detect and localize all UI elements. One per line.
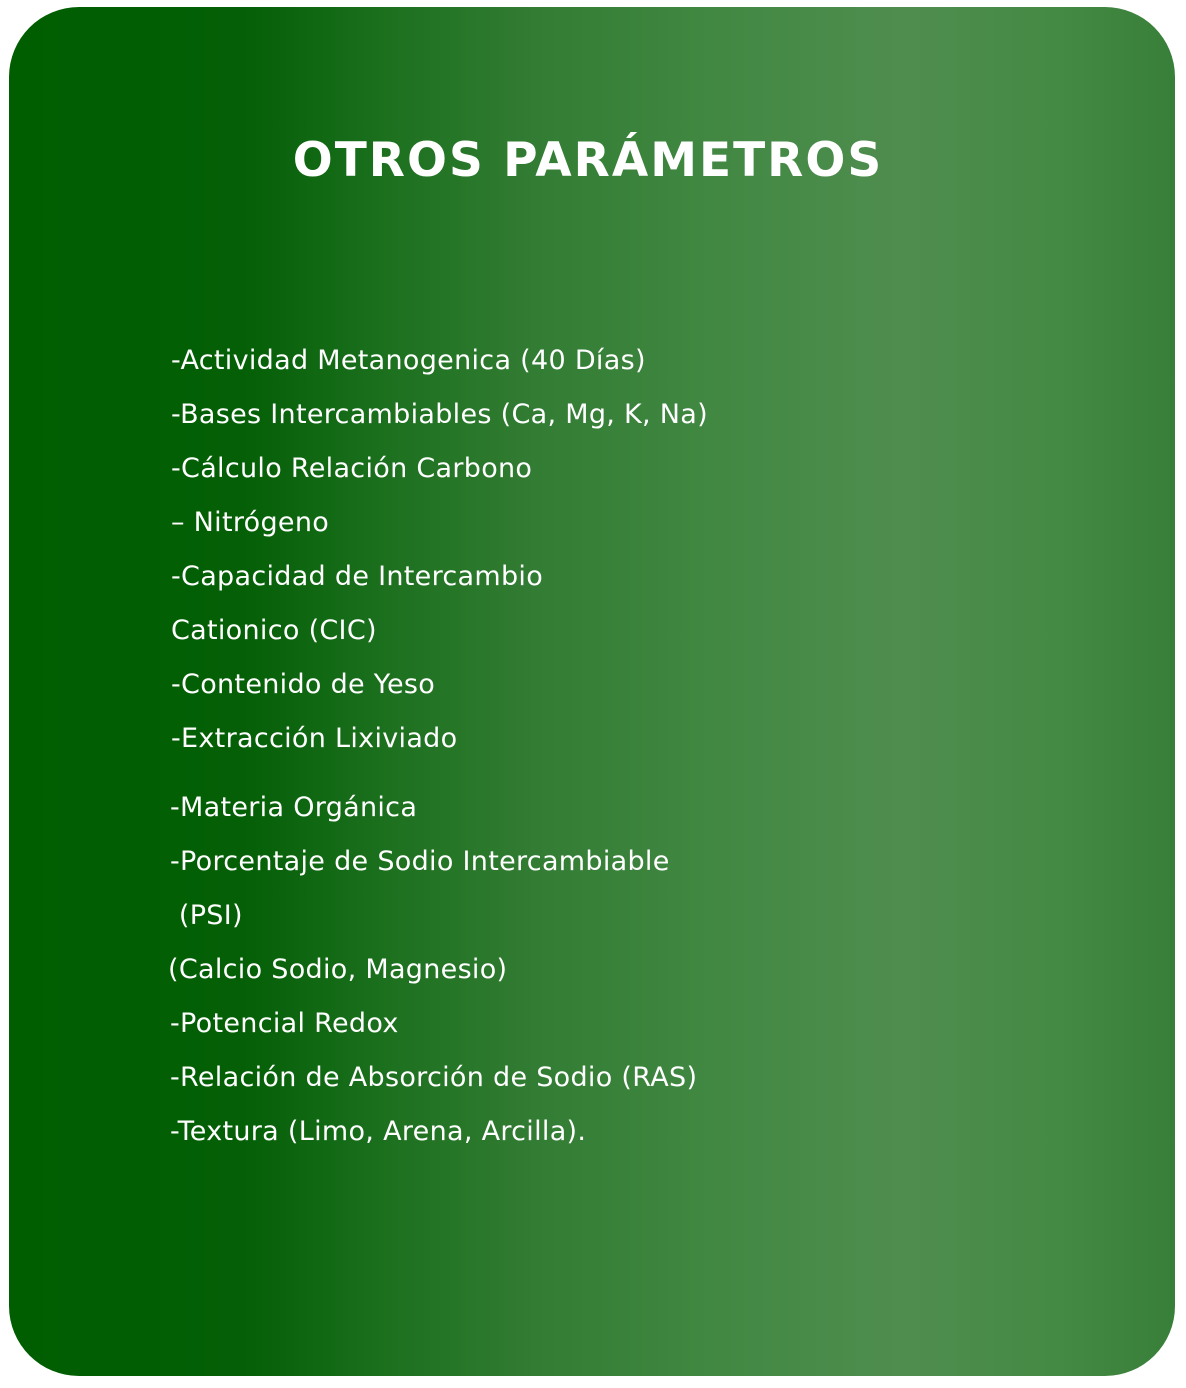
card-title: OTROS PARÁMETROS [292,133,884,188]
list-item: -Extracción Lixiviado [171,723,458,754]
list-item: Cationico (CIC) [171,615,377,646]
list-item: -Porcentaje de Sodio Intercambiable [170,846,670,877]
list-item: (Calcio Sodio, Magnesio) [168,954,508,985]
parameters-card [9,7,1175,1376]
list-item: -Relación de Absorción de Sodio (RAS) [170,1062,698,1093]
list-item: -Materia Orgánica [170,792,418,823]
list-item: -Textura (Limo, Arena, Arcilla). [170,1116,587,1147]
list-item: (PSI) [170,900,243,931]
list-item: – Nitrógeno [171,507,330,538]
list-item: -Cálculo Relación Carbono [171,453,533,484]
list-item: -Capacidad de Intercambio [171,561,544,592]
list-item: -Contenido de Yeso [171,669,436,700]
list-item: -Potencial Redox [170,1008,399,1039]
list-item: -Actividad Metanogenica (40 Días) [171,345,646,376]
list-item: -Bases Intercambiables (Ca, Mg, K, Na) [171,399,708,430]
